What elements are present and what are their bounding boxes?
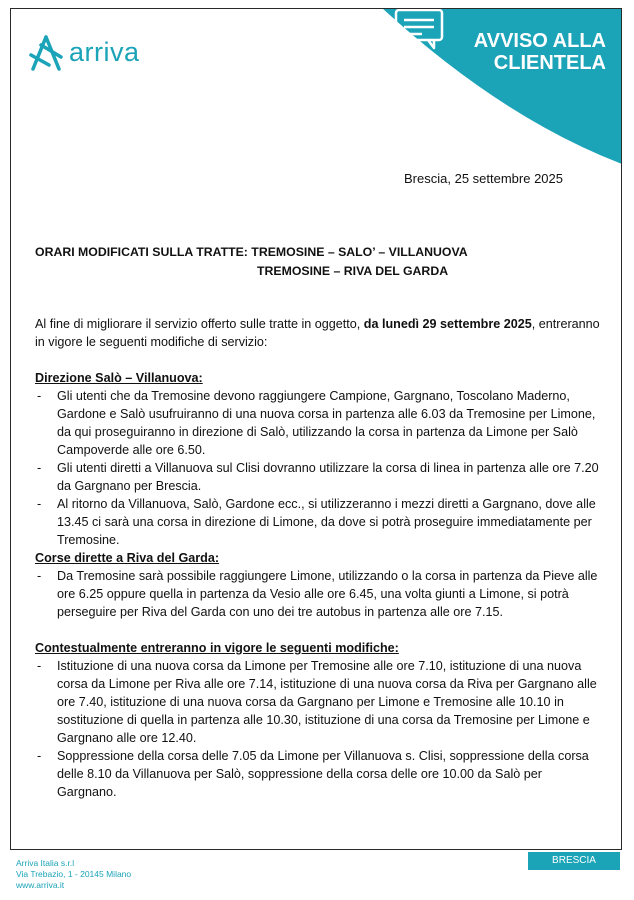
effective-date: da lunedì 29 settembre 2025 (363, 317, 532, 331)
section-list (35, 567, 603, 621)
notice-page (10, 8, 622, 850)
section-title: Corse dirette a Riva del Garda: (35, 551, 220, 565)
list-item: - Gli utenti diretti a Villanuova sul Clisi dovranno utilizzare la corsa di linea in partenza alle ore 7.20 da Gargnano per Brescia. (35, 459, 603, 495)
list-item: - Al ritorno da Villanuova, Salò, Gardone ecc., si utilizzeranno i mezzi diretti a Gargnano, dove alle 13.45 ci sarà una corsa in direzione di Limone, da dove si potrà proseguire immediatamente per Tremosine. (35, 495, 603, 549)
list-item: - Soppressione della corsa delle 7.05 da Limone per Villanuova s. Clisi, soppressione della corsa delle 8.10 da Villanuova per Salò, soppressione della corsa delle ore 10.00 da Salò per Gargnano. (35, 747, 603, 801)
list-item: - Istituzione di una nuova corsa da Limone per Tremosine alle ore 7.10, istituzione di una nuova corsa da Limone per Riva alle ore 7.14, istituzione di una nuova corsa da Riva per Gargnano alle ore 7.40, istituzione di una nuova corsa da Gargnano per Limone e Tremosine alle 10.10 in sostituzione di quella in partenza alle 10.30, istituzione di una corsa da Tremosine per Limone e Gargnano alle ore 12.40. (35, 657, 603, 747)
intro-paragraph: Al fine di migliorare il servizio offerto sulle tratte in oggetto, da lunedì 29 settembre 2025, entreranno in vigore le seguenti modifiche di servizio: (35, 317, 600, 349)
notice-banner (382, 8, 622, 164)
notice-subject (35, 243, 468, 281)
notice-date: Brescia, 25 settembre 2025 (404, 171, 563, 186)
section-title: Direzione Salò – Villanuova: (35, 371, 203, 385)
section-title: Contestualmente entreranno in vigore le seguenti modifiche: (35, 641, 399, 655)
notice-body (35, 315, 603, 801)
footer-region-badge: BRESCIA (528, 852, 620, 870)
footer-address: Via Trebazio, 1 - 20145 Milano (16, 869, 132, 879)
subject-line-2: TREMOSINE – RIVA DEL GARDA (257, 264, 449, 278)
customer-notice-icon (382, 8, 446, 80)
footer-company: Arriva Italia s.r.l (16, 858, 75, 868)
subject-line-1: ORARI MODIFICATI SULLA TRATTE: TREMOSINE – SALO’ – VILLANUOVA (35, 245, 468, 259)
logo-wordmark: arriva (69, 36, 140, 67)
arriva-logo-icon (29, 35, 63, 71)
banner-title: AVVISO ALLA CLIENTELA (473, 30, 606, 74)
footer-website[interactable]: www.arriva.it (16, 880, 65, 890)
section-list (35, 657, 603, 801)
list-item: - Gli utenti che da Tremosine devono raggiungere Campione, Gargnano, Toscolano Maderno, Gardone e Salò usufruiranno di una nuova corsa in partenza alle 6.03 da Tremosine per Limone, da qui proseguiranno in direzione di Salò, utilizzando la corsa in partenza da Limone per Salò Campoverde alle ore 6.50. (35, 387, 603, 459)
list-item: - Da Tremosine sarà possibile raggiungere Limone, utilizzando o la corsa in partenza da Pieve alle ore 6.25 oppure quella in partenza da Vesio alle ore 6.45, una volta giunti a Limone, si potrà perseguire per Riva del Garda con uno dei tre autobus in partenza alle ore 7.15. (35, 567, 603, 621)
arriva-logo (29, 31, 140, 75)
section-list (35, 387, 603, 549)
footer-company-info (16, 858, 131, 891)
